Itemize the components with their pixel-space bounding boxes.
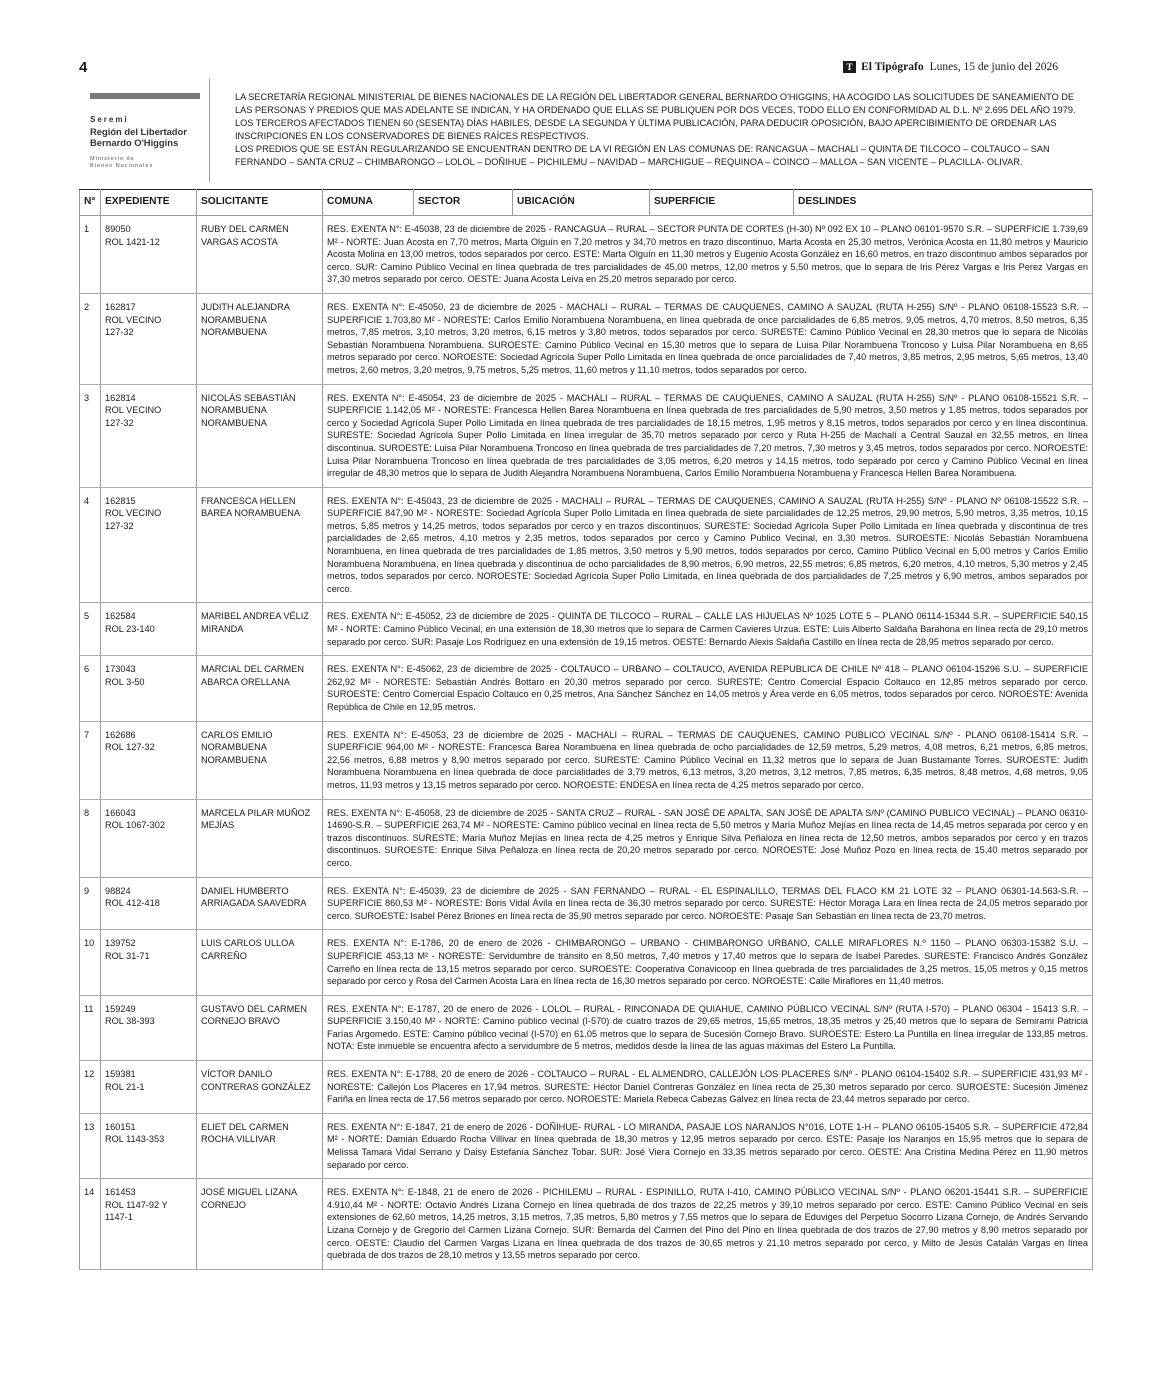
logo-ministry [90,156,202,170]
header-comuna: COMUNA [323,190,414,216]
header-n: N° [80,190,101,216]
table-row [80,603,1093,656]
row-expediente [101,1113,197,1178]
row-solicitante: JUDITH ALEJANDRA NORAMBUENA NORAMBUENA [197,293,323,384]
table-row [80,1179,1093,1270]
row-number: 2 [80,293,101,384]
row-solicitante: GUSTAVO DEL CARMEN CORNEJO BRAVO [197,995,323,1060]
row-deslindes: RES. EXENTA N°: E-45058, 23 de diciembre de 2025 - SANTA CRUZ – RURAL - SAN JOSÉ DE APALTA, SAN JOSÉ DE APALTA S/Nº (CAMINO PUBLICO VECINAL) – PLANO 06310-14690-S.R. – SUPERFICIE 263,74 M² - NORESTE: Camino público vecinal en línea recta de 5,50 metros y María Muñoz Mejías en línea recta de 14,45 metros separada por cerco y en trazos discontinuos. SURESTE: María Muñoz Mejías en línea recta de 4,25 metros y Enrique Silva Peñaloza en línea recta de 12,50 metros, ambos separados por cerco y en trazos discontinuos. SUROESTE: Enrique Silva Peñaloza en línea recta de 20,20 metros separado por cerco. NOROESTE: José Muñoz Pozo en línea recta de 15,40 metros separado por cerco. [323,799,1093,877]
table-header-row [80,190,1093,216]
row-solicitante: RUBY DEL CARMEN VARGAS ACOSTA [197,216,323,294]
expediente-number: 162584 [105,611,136,622]
header-expediente: EXPEDIENTE [101,190,197,216]
expediente-number: 162686 [105,729,136,740]
row-expediente [101,995,197,1060]
row-deslindes: RES. EXENTA N°: E-45050, 23 de diciembre de 2025 - MACHALI – RURAL – TERMAS DE CAUQUENES, CAMINO A SAUZAL (RUTA H-255) S/Nº - PLANO 06108-15523 S.R. – SUPERFICIE 1.703,80 M² - NORESTE: Carlos Emilio Norambuena Norambuena, en línea quebrada de once parcialidades de 6,85 metros, 9,05 metros, 4,70 metros, 8,50 metros, 6,35 metros, 7,85 metros, 3,10 metros, 3,20 metros, 6,15 metros y 3,80 metros, todos separados por cerco. SURESTE: Camino Público Vecinal en 28,30 metros que lo separa de Nicolás Sebastián Norambuena Norambuena. SUROESTE: Camino Público Vecinal en 15,30 metros que lo separa de Luisa Pilar Norambuena Troncoso y Luisa Pilar Norambuena en 8,65 metros separado por cerco. NOROESTE: Sociedad Agrícola Super Pollo Limitada en línea quebrada de once parcialidades de 7,40 metros, 3,85 metros, 2,95 metros, 5,65 metros, 13,40 metros, 2,60 metros, 3,20 metros, 9,75 metros, 5,25 metros, 11,60 metros y 11,10 metros, todos separados por cerco. [323,293,1093,384]
table-row [80,216,1093,294]
row-solicitante: JOSÉ MIGUEL LIZANA CORNEJO [197,1179,323,1270]
row-expediente [101,877,197,930]
expediente-rol: ROL 127-32 [105,742,155,753]
intro-paragraph: LOS TERCEROS AFECTADOS TIENEN 60 (SESENTA) DÍAS HABILES, DESDE LA SEGUNDA Y ÚLTIMA PUBLICACIÓN, PARA DEDUCIR OPOSICIÓN, BAJO APERCIBIMIENTO DE ORDENAR LAS INSCRIPCIONES EN LOS CONSERVADORES DE BIENES RAÍCES RESPECTIVOS. [235,118,1057,141]
expediente-rol: ROL 21-1 [105,1081,145,1092]
expediente-rol-extra: 127-32 [105,417,134,428]
expediente-number: 139752 [105,938,136,949]
header-ubicacion: UBICACIÓN [513,190,650,216]
table-row [80,799,1093,877]
expediente-rol-extra: 127-32 [105,520,134,531]
row-deslindes: RES. EXENTA N°: E-1787, 20 de enero de 2026 - LOLOL – RURAL - RINCONADA DE QUIAHUE, CAMINO PÚBLICO VECINAL S/Nº (RUTA I-570) – PLANO 06304 - 15413 S.R. – SUPERFICIE 3.150,40 M² - NORTE: Camino público vecinal (I-570) de cuatro trazos de 29,65 metros, 15,65 metros, 18,35 metros y 25,40 metros que lo separa de Semirami Patricia Farías Argomedo. ESTE: Camino público vecinal (I-570) en 61,05 metros que lo separa de Sucesión Cornejo Bravo. SUROESTE: Estero La Puntilla en línea irregular de 133,85 metros. NOTA: Este inmueble se encuentra afecto a servidumbre de 5 metros, medidos desde la línea de las aguas máximas del Estero La Puntilla. [323,995,1093,1060]
row-solicitante: MARCIAL DEL CARMEN ABARCA ORELLANA [197,656,323,721]
newspaper-logo-icon: T [843,61,856,73]
header-sector: SECTOR [414,190,513,216]
expediente-number: 162817 [105,301,136,312]
expediente-rol: ROL 1421-12 [105,236,160,247]
header-deslindes: DESLINDES [794,190,1093,216]
row-deslindes: RES. EXENTA N°: E-1848, 21 de enero de 2026 - PICHILEMU – RURAL - ESPINILLO, RUTA I-410, CAMINO PÚBLICO VECINAL S/Nº - PLANO 06201-15441 S.R. – SUPERFICIE 4.910,44 M² - NORTE: Octavio Andrés Lizana Cornejo en línea quebrada de dos trazos de 22,25 metros y 39,10 metros separado por cerco. ESTE: Camino Público Vecinal en seis extensiones de 62,60 metros, 14,25 metros, 3,15 metros, 7,35 metros, 5,80 metros y 7,55 metros que lo separa de Eduviges del Perpetuo Socorro Lizana Cornejo, de Andrés Servando Lizana Cornejo y de Gregorio del Carmen Lizana Cornejo. SUR: Bernarda del Carmen del Pino del Pino en línea quebrada de dos trazos de 27,90 metros y 8,90 metros separado por cerco. OESTE: Claudio del Carmen Vargas Lizana en línea quebrada de dos trazos de 30,65 metros y 21,10 metros separado por cerco, y Milto de Jesús Catalán Vargas en línea quebrada de dos trazos de 28,10 metros y 13,55 metros separado por cerco. [323,1179,1093,1270]
row-deslindes: RES. EXENTA N°: E-45053, 23 de diciembre de 2025 - MACHALI – RURAL – TERMAS DE CAUQUENES, CAMINO PUBLICO VECINAL S/Nº - PLANO 06108-15414 S.R. – SUPERFICIE 964,00 M² - NORESTE: Francesca Barea Norambuena en línea quebrada de ocho parcialidades de 12,59 metros, 5,29 metros, 4,08 metros, 6,21 metros, 6,85 metros, 22,56 metros, 6,88 metros y 8,90 metros separado por cerco. SURESTE: Camino Público Vecinal en 11,32 metros que lo separa de Juan Bustamante Torres. SUROESTE: Judith Norambuena Norambuena en línea quebrada de doce parcialidades de 3,79 metros, 6,13 metros, 3,20 metros, 3,12 metros, 7,85 metros, 6,35 metros, 8,48 metros, 4,68 metros, 9,05 metros, 11,93 metros y 13,15 metros separado por cerco. NOROESTE: ENDESA en línea recta de 4,25 metros separado por cerco. [323,721,1093,799]
expediente-rol: ROL 1143-353 [105,1134,165,1145]
row-solicitante: MARCELA PILAR MUÑOZ MEJÍAS [197,799,323,877]
row-solicitante: DANIEL HUMBERTO ARRIAGADA SAAVEDRA [197,877,323,930]
row-expediente [101,656,197,721]
header-superficie: SUPERFICIE [650,190,794,216]
row-deslindes: RES. EXENTA N°: E-45038, 23 de diciembre de 2025 - RANCAGUA – RURAL – SECTOR PUNTA DE CORTES (H-30) Nº 092 EX 10 – PLANO 06101-9570 S.R. – SUPERFICIE 1.739,69 M² - NORTE: Juan Acosta en 7,70 metros, Marta Olguín en 7,20 metros y 34,70 metros en trazo discontinuo, Marta Acosta en 25,30 metros, Verónica Acosta en 11,80 metros y Mauricio Acosta Molina en 13,00 metros, todos separados por cerco. ESTE: Marta Olguín en 11,30 metros y Eugenio Acosta González en 16,60 metros, en trazo discontinuo ambos separados por cerco. SUR: Camino Público Vecinal en línea quebrada de tres parcialidades de 45,00 metros, 12,00 metros y 5,50 metros, que lo separa de Iris Pérez Vargas e Iris Perez Vargas en 37,30 metros separado por cerco. OESTE: Juana Acosta Leiva en 25,20 metros separado por cerco. [323,216,1093,294]
masthead [843,61,1058,73]
row-deslindes: RES. EXENTA N°: E-45039, 23 de diciembre de 2025 - SAN FERNANDO – RURAL - EL ESPINALILLO, TERMAS DEL FLACO KM 21 LOTE 32 – PLANO 06301-14.563-S.R. – SUPERFICIE 860,53 M² - NORESTE: Boris Vidal Ávila en línea recta de 36,30 metros separado por cerco. SURESTE: Héctor Moraga Lara en línea recta de 24,05 metros separado por cerco. SUROESTE: Isabel Pérez Briones en línea recta de 35,90 metros separado por cerco. NOROESTE: Pasaje San Sebastián en línea recta de 23,70 metros. [323,877,1093,930]
row-expediente [101,1179,197,1270]
row-number: 13 [80,1113,101,1178]
row-number: 9 [80,877,101,930]
table-row [80,1061,1093,1114]
expediente-rol: ROL VECINO [105,405,162,416]
intro-notice [235,91,1087,169]
row-expediente [101,1061,197,1114]
table-row [80,1113,1093,1178]
row-deslindes: RES. EXENTA N°: E-45062, 23 de diciembre de 2025 - COLTAUCO – URBANO – COLTAUCO, AVENIDA REPUBLICA DE CHILE Nº 418 – PLANO 06104-15296 S.U. – SUPERFICIE 262,92 M² - NORESTE: Sebastián Andrés Bottaro en 20,30 metros separado por cerco. SURESTE: Centro Comercial Espacio Coltauco en 12,85 metros separado por cerco. SUROESTE: Centro Comercial Espacio Coltauco en 0,25 metros, Ana Sánchez Sánchez en 14,05 metros y Área verde en 6,05 metros, todos separados por cerco. NOROESTE: Avenida República de Chile en 12,95 metros. [323,656,1093,721]
expediente-rol: ROL 31-71 [105,950,150,961]
expediente-number: 89050 [105,224,131,234]
expediente-number: 162815 [105,495,136,506]
table-row [80,293,1093,384]
row-number: 11 [80,995,101,1060]
row-number: 3 [80,384,101,487]
expediente-rol-extra: 127-32 [105,327,134,338]
expediente-number: 166043 [105,807,136,818]
expediente-rol: ROL 412-418 [105,898,160,909]
page-number: 4 [79,59,88,76]
expediente-rol: ROL 1147-92 Y [105,1199,168,1210]
expediente-number: 173043 [105,664,136,675]
row-expediente [101,799,197,877]
expediente-rol: ROL 23-140 [105,624,155,635]
row-solicitante: NICOLÁS SEBASTIÁN NORAMBUENA NORAMBUENA [197,384,323,487]
expediente-number: 161453 [105,1187,136,1198]
logo-ministry-line1: Ministerio de [90,156,135,162]
row-solicitante: ELIET DEL CARMEN ROCHA VILLIVAR [197,1113,323,1178]
row-expediente [101,721,197,799]
table-row [80,487,1093,603]
expediente-rol: ROL VECINO [105,508,162,519]
row-deslindes: RES. EXENTA N°: E-45052, 23 de diciembre de 2025 - QUINTA DE TILCOCO – RURAL – CALLE LAS HIJUELAS Nº 1025 LOTE 5 – PLANO 06114-15344 S.R. – SUPERFICIE 540,15 M² - NORTE: Camino Público Vecinal, en una extensión de 18,30 metros que lo separa de Carmen Cavieres Urzua. ESTE: Luis Alberto Saldaña Barahona en línea recta de 29,10 metros separado por cerco. SUR: Pasaje Los Rodríguez en una extensión de 19,15 metros. OESTE: Bernardo Alexis Saldaña Castillo en línea recta de 28,95 metros separado por cerco. [323,603,1093,656]
row-number: 14 [80,1179,101,1270]
row-expediente [101,384,197,487]
expediente-rol-extra: 1147-1 [105,1212,133,1223]
table-row [80,877,1093,930]
row-solicitante: LUIS CARLOS ULLOA CARREÑO [197,930,323,995]
logo-ministry-line2: Bienes Nacionales [90,163,154,169]
row-expediente [101,293,197,384]
table-row [80,721,1093,799]
logo-bar [90,93,200,99]
table-row [80,930,1093,995]
row-expediente [101,930,197,995]
row-number: 6 [80,656,101,721]
newspaper-name: El Tipógrafo [861,61,924,73]
table-row [80,995,1093,1060]
table-row [80,656,1093,721]
logo-region-line1: Región del Libertador [90,126,187,137]
row-expediente [101,216,197,294]
row-deslindes: RES. EXENTA N°: E-45054, 23 de diciembre de 2025 - MACHALI – RURAL – TERMAS DE CAUQUENES, CAMINO A SAUZAL (RUTA H-255) S/Nº - PLANO 06108-15521 S.R. – SUPERFICIE 1.142,05 M² - NORESTE: Francesca Hellen Barea Norambuena en línea quebrada de tres parcialidades de 5,90 metros, 3,50 metros y 1,85 metros, todos separados por cerco y Sociedad Agrícola Super Pollo Limitada en línea quebrada de tres parcialidades de 18,15 metros, 1,95 metros y 8,15 metros, todos separados por cerco y en línea discontinua. SURESTE: Sociedad Agrícola Super Pollo Limitada en línea irregular de 35,70 metros separado por cerco y Ruta H-255 de Machalí a Central Sauzal en 32,55 metros, en línea discontinua. SUROESTE: Luisa Pilar Norambuena Troncoso en línea quebrada de tres parcialidades de 7,20 metros, 7,30 metros y 3,45 metros, todos separados por cerco. NOROESTE: Luisa Pilar Norambuena Troncoso en línea quebrada de tres parcialidades de 3,05 metros, 6,20 metros y 14,15 metros, todo separado por cerco y Camino Público Vecinal en línea irregular de 48,30 metros que lo separa de Judith Alejandra Norambuena Norambuena, Carlos Emilio Norambuena Norambuena y Francesca Hellen Barea Norambuena. [323,384,1093,487]
intro-paragraph: LOS PREDIOS QUE SE ESTÁN REGULARIZANDO SE ENCUENTRAN DENTRO DE LA VI REGIÓN EN LAS COMUNAS DE: RANCAGUA – MACHALI – QUINTA DE TILCOCO – COLTAUCO – SAN FERNANDO – SANTA CRUZ – CHIMBARONGO – LOLOL – DOÑIHUE – PICHILEMU – NAVIDAD – MARCHIGUE – REQUINOA – COINCO – MALLOA – SAN VICENTE – PLACILLA- OLIVAR. [235,144,1050,167]
logo-region [90,126,202,148]
row-solicitante: VÍCTOR DANILO CONTRERAS GONZÁLEZ [197,1061,323,1114]
expediente-number: 98824 [105,885,131,896]
row-solicitante: CARLOS EMILIO NORAMBUENA NORAMBUENA [197,721,323,799]
seremi-logo [90,93,202,170]
expediente-number: 162814 [105,392,136,403]
regularization-table [79,189,1093,1270]
row-deslindes: RES. EXENTA N°: E-45043, 23 de diciembre de 2025 - MACHALI – RURAL – TERMAS DE CAUQUENES, CAMINO A SAUZAL (RUTA H-255) S/Nº - PLANO Nº 06108-15522 S.R. – SUPERFICIE 847,90 M² - NORESTE: Sociedad Agrícola Super Pollo Limitada en línea quebrada de siete parcialidades de 12,25 metros, 29,90 metros, 5,90 metros, 3,35 metros, 10,15 metros, 5,85 metros y 14,25 metros, todos separados por cerco y en trazos discontinuos. SURESTE: Sociedad Agrícola Super Pollo Limitada en línea quebrada y discontinua de tres parcialidades de 2,65 metros, 4,10 metros y 2,35 metros, todos separados por cerco y Camino Publico Vecinal, en 3,30 metros. SUROESTE: Nicolás Sebastián Norambuena Norambuena, en línea quebrada de tres parcialidades de 1,85 metros, 3,50 metros y 5,90 metros, todos separados por cerco, Camino Público Vecinal en 5,00 metros y Carlos Emilio Norambuena Norambuena, en línea quebrada y discontinua de ocho parcialidades de 8,90 metros, 6,90 metros, 22,55 metros; 6,85 metros, 6,20 metros, 4,10 metros, 5,30 metros y 2,45 metros, todos separados por cerco. NOROESTE: Sociedad Agrícola Super Pollo Limitada, en línea quebrada de dos parcialidades de 7,25 metros y 6,90 metros, ambos separados por cerco. [323,487,1093,603]
row-expediente [101,487,197,603]
row-deslindes: RES. EXENTA N°: E-1788, 20 de enero de 2026 - COLTAUCO – RURAL - EL ALMENDRO, CALLEJÓN LOS PLACERES S/Nº - PLANO 06104-15402 S.R. – SUPERFICIE 431,93 M² - NORESTE: Callejón Los Placeres en 17,94 metros. SURESTE: Héctor Daniel Contreras González en línea recta de 25,30 metros separado por cerco. SUROESTE: Sucesión Jiménez Fariña en línea recta de 17,56 metros separado por cerco. NOROESTE: Mariela Rebeca Cabezas Gálvez en línea recta de 23,44 metros separado por cerco. [323,1061,1093,1114]
row-solicitante: MARIBEL ANDREA VÉLIZ MIRANDA [197,603,323,656]
expediente-number: 159249 [105,1003,136,1014]
header-solicitante: SOLICITANTE [197,190,323,216]
logo-region-line2: Bernardo O'Higgins [90,137,179,148]
intro-paragraph: LA SECRETARÍA REGIONAL MINISTERIAL DE BIENES NACIONALES DE LA REGIÓN DEL LIBERTADOR GENERAL BERNARDO O'HIGGINS, HA ACOGIDO LAS SOLICITUDES DE SANEAMIENTO DE LAS PERSONAS Y PREDIOS QUE MAS ADELANTE SE INDICAN, Y HA ORDENADO QUE ELLAS SE PUBLIQUEN POR DOS VECES, TODO ELLO EN CONFORMIDAD AL D.L. Nº 2.695 DEL AÑO 1979. [235,92,1076,115]
row-deslindes: RES. EXENTA N°: E-1847, 21 de enero de 2026 - DOÑIHUE- RURAL - LO MIRANDA, PASAJE LOS NARANJOS N°016, LOTE 1-H – PLANO 06105-15405 S.R. – SUPERFICIE 472,84 M² - NORTE: Damián Eduardo Rocha Villivar en línea quebrada de 18,30 metros y 12,95 metros separado por cerco. ESTE: Pasaje los Naranjos en 15,95 metros que lo separa de Melissa Tamara Vidal Serrano y Daisy Estefanía Sánchez Tobar. SUR: José Viera Cornejo en 33,35 metros separado por cerco. OESTE: Ana Cristina Medina Pérez en 11,90 metros separado por cerco. [323,1113,1093,1178]
row-solicitante: FRANCESCA HELLEN BAREA NORAMBUENA [197,487,323,603]
expediente-rol: ROL 1067-302 [105,820,165,831]
expediente-number: 159381 [105,1069,136,1080]
row-number: 10 [80,930,101,995]
expediente-rol: ROL VECINO [105,314,162,325]
expediente-rol: ROL 38-393 [105,1016,155,1027]
row-number: 5 [80,603,101,656]
row-number: 4 [80,487,101,603]
row-number: 1 [80,216,101,294]
issue-date: Lunes, 15 de junio del 2026 [929,61,1058,73]
expediente-rol: ROL 3-50 [105,676,145,687]
expediente-number: 160151 [105,1121,136,1132]
row-number: 8 [80,799,101,877]
row-deslindes: RES. EXENTA N°: E-1786, 20 de enero de 2026 - CHIMBARONGO – URBANO - CHIMBARONGO URBANO, CALLE MIRAFLORES N.º 1150 – PLANO 06303-15382 S.U. – SUPERFICIE 453,13 M² - NORESTE: Servidumbre de tránsito en 8,50 metros, 7,40 metros y 17,40 metros que lo separa de Isabel Paredes. SURESTE: Francisco Andrés González Carreño en línea recta de 13,15 metros separado por cerco. SUROESTE: Cooperativa Conavicoop en línea quebrada de tres parcialidades de 3,25 metros, 15,05 metros y 0,15 metros separado por cerco y Rosa del Carmen Acosta Lara en línea recta de 16,30 metros separado por cerco. NOROESTE: Calle Miraflores en 11,40 metros. [323,930,1093,995]
logo-seremi: Seremi [90,115,129,124]
row-number: 12 [80,1061,101,1114]
logo-divider [209,79,210,182]
row-number: 7 [80,721,101,799]
row-expediente [101,603,197,656]
table-row [80,384,1093,487]
